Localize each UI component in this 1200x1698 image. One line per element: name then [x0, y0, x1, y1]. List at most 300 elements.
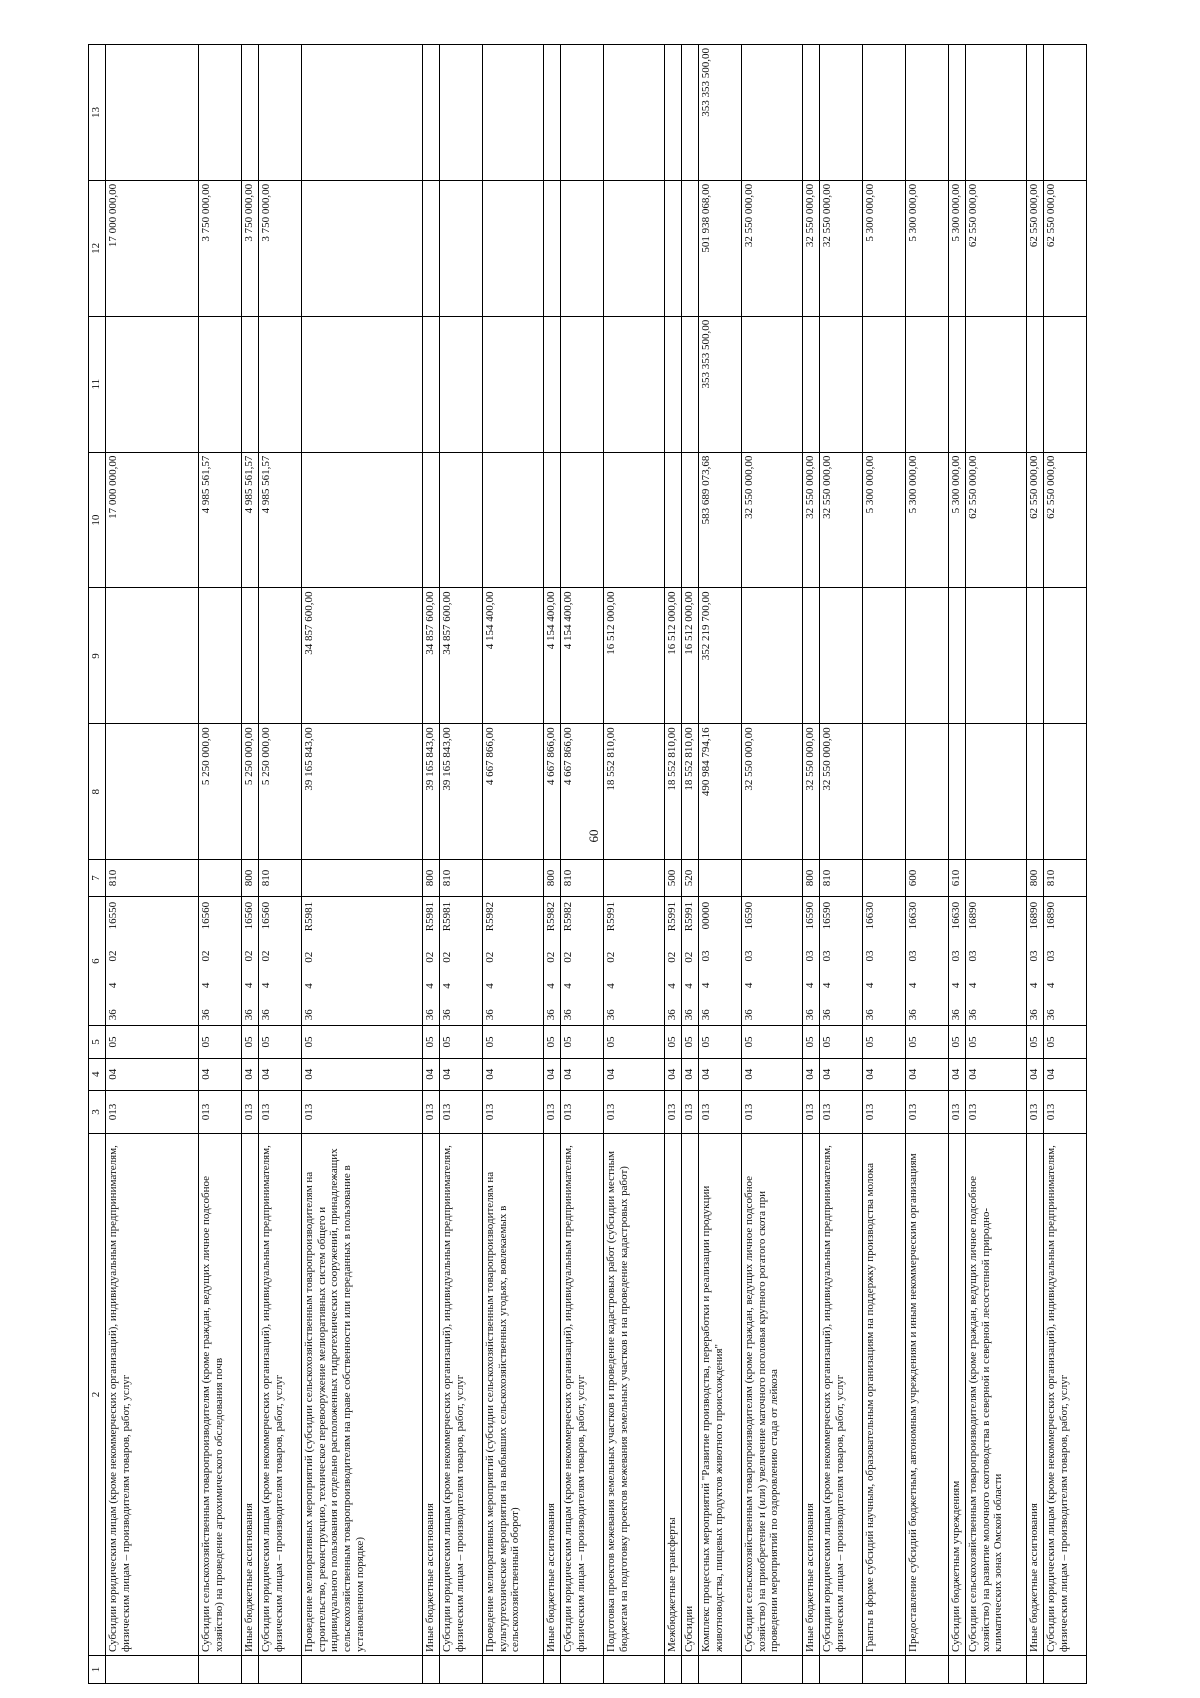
- expense-type-cell: [483, 860, 544, 897]
- target-article-part: 36: [804, 1009, 816, 1021]
- target-article-part: 36: [424, 1009, 436, 1021]
- admin-code-cell: 013: [699, 1090, 742, 1133]
- admin-code-cell: 013: [302, 1090, 423, 1133]
- row-name-cell: Проведение мелиоративных мероприятий (субсидии сельскохозяйственным товаропроизводителям на строительство, реконструкцию, техническое перевооружение мелиоративных систем общего и индивидуального пользования и отдельно расположенных гидротехнических сооружений, принадлежащих сельскохозяйственным товаропроизводителям на праве собственности или переданных в пользование в установленном порядке): [302, 1134, 423, 1656]
- target-article-cell: [665, 896, 682, 1025]
- amount-c13-cell: [682, 45, 699, 181]
- row-name-cell: Иные бюджетные ассигнования: [423, 1134, 440, 1656]
- col-1-cell: [440, 1655, 483, 1683]
- target-article-code: [1045, 900, 1058, 1022]
- target-article-cell: [440, 896, 483, 1025]
- col-1-cell: [820, 1655, 863, 1683]
- amount-c9-cell: [906, 588, 949, 724]
- target-article-cell: [423, 896, 440, 1025]
- table-row: [561, 45, 604, 1684]
- amount-c12-cell: 5 300 000,00: [906, 180, 949, 316]
- amount-c13-cell: [863, 45, 906, 181]
- amount-c11-cell: 353 353 500,00: [699, 316, 742, 452]
- amount-c8-cell: 4 667 866,00: [483, 724, 544, 860]
- target-article-cell: [259, 896, 302, 1025]
- amount-c13-cell: [803, 45, 820, 181]
- amount-c11-cell: [949, 316, 966, 452]
- amount-c12-cell: 32 550 000,00: [803, 180, 820, 316]
- amount-c13-cell: [259, 45, 302, 181]
- amount-c12-cell: [604, 180, 665, 316]
- table-row: [682, 45, 699, 1684]
- amount-c11-cell: [259, 316, 302, 452]
- table-row: [1027, 45, 1044, 1684]
- column-header: 13: [89, 45, 106, 181]
- row-name-cell: Подготовка проектов межевания земельных участков и проведение кадастровых работ (субсидии местным бюджетам на подготовку проектов межевания земельных участков и на проведение кадастровых работ): [604, 1134, 665, 1656]
- target-article-part: 16560: [200, 901, 212, 930]
- table-row: [966, 45, 1027, 1684]
- col-1-cell: [106, 1655, 199, 1683]
- target-article-part: R5981: [424, 901, 436, 932]
- amount-c12-cell: [302, 180, 423, 316]
- target-article-part: 4: [545, 983, 557, 989]
- section-code-cell: 04: [440, 1058, 483, 1090]
- section-code-cell: 04: [561, 1058, 604, 1090]
- row-name-cell: Проведение мелиоративных мероприятий (субсидии сельскохозяйственным товаропроизводителям на культуртехнические мероприятия на выбывших сельскохозяйственных угодьях, вовлекаемых в сельскохозяйственный оборот): [483, 1134, 544, 1656]
- amount-c8-cell: 39 165 843,00: [440, 724, 483, 860]
- table-body: [106, 45, 1087, 1684]
- target-article-part: 4: [907, 982, 919, 989]
- subsection-code-cell: 05: [604, 1026, 665, 1058]
- amount-c9-cell: 4 154 400,00: [544, 588, 561, 724]
- row-name-cell: Иные бюджетные ассигнования: [803, 1134, 820, 1656]
- amount-c12-cell: 501 938 068,00: [699, 180, 742, 316]
- subsection-code-cell: 05: [665, 1026, 682, 1058]
- amount-c10-cell: 583 689 073,68: [699, 452, 742, 588]
- amount-c8-cell: 5 250 000,00: [259, 724, 302, 860]
- col-1-cell: [561, 1655, 604, 1683]
- amount-c12-cell: 17 000 000,00: [106, 180, 199, 316]
- col-1-cell: [1027, 1655, 1044, 1683]
- amount-c8-cell: [863, 724, 906, 860]
- table-row: [820, 45, 863, 1684]
- section-code-cell: 04: [949, 1058, 966, 1090]
- row-name-cell: Субсидии юридическим лицам (кроме некоммерческих организаций), индивидуальным предпринимателям, физическим лицам – производителям товаров, работ, услуг: [440, 1134, 483, 1656]
- admin-code-cell: 013: [242, 1090, 259, 1133]
- target-article-cell: [544, 896, 561, 1025]
- target-article-part: 02: [545, 951, 557, 963]
- col-1-cell: [199, 1655, 242, 1683]
- target-article-part: 02: [562, 951, 574, 963]
- target-article-part: 4: [700, 982, 712, 989]
- amount-c9-cell: [863, 588, 906, 724]
- amount-c13-cell: [604, 45, 665, 181]
- col-1-cell: [302, 1655, 423, 1683]
- target-article-part: 36: [666, 1009, 678, 1021]
- row-name-cell: Субсидии юридическим лицам (кроме некоммерческих организаций), индивидуальным предпринимателям, физическим лицам – производителям товаров, работ, услуг: [106, 1134, 199, 1656]
- amount-c8-cell: 32 550 000,00: [820, 724, 863, 860]
- amount-c10-cell: [302, 452, 423, 588]
- table-row: [544, 45, 561, 1684]
- target-article-part: 36: [605, 1009, 617, 1021]
- target-article-part: R5981: [303, 901, 315, 932]
- table-row: [199, 45, 242, 1684]
- table-row: [665, 45, 682, 1684]
- row-name-cell: Комплекс процессных мероприятий "Развитие производства, переработки и реализации продукции животноводства, пищевых продуктов животного происхождения": [699, 1134, 742, 1656]
- subsection-code-cell: 05: [544, 1026, 561, 1058]
- row-name-cell: Иные бюджетные ассигнования: [1027, 1134, 1044, 1656]
- subsection-code-cell: 05: [440, 1026, 483, 1058]
- target-article-cell: [242, 896, 259, 1025]
- column-header: 9: [89, 588, 106, 724]
- table-row: [803, 45, 820, 1684]
- amount-c11-cell: [302, 316, 423, 452]
- admin-code-cell: 013: [199, 1090, 242, 1133]
- subsection-code-cell: 05: [106, 1026, 199, 1058]
- target-article-part: R5991: [683, 901, 695, 932]
- amount-c11-cell: [483, 316, 544, 452]
- target-article-part: 4: [821, 982, 833, 989]
- expense-type-cell: [199, 860, 242, 897]
- amount-c11-cell: [199, 316, 242, 452]
- target-article-part: R5982: [484, 901, 496, 932]
- target-article-part: 16630: [907, 901, 919, 930]
- column-header: 6: [89, 896, 106, 1025]
- target-article-code: [605, 900, 618, 1022]
- section-code-cell: 04: [106, 1058, 199, 1090]
- target-article-part: 36: [700, 1009, 712, 1021]
- expense-type-cell: 800: [803, 860, 820, 897]
- amount-c12-cell: 32 550 000,00: [742, 180, 803, 316]
- amount-c9-cell: [949, 588, 966, 724]
- target-article-part: 00000: [700, 901, 712, 930]
- subsection-code-cell: 05: [423, 1026, 440, 1058]
- expense-type-cell: 810: [440, 860, 483, 897]
- amount-c9-cell: 34 857 600,00: [302, 588, 423, 724]
- target-article-part: 4: [243, 982, 255, 989]
- amount-c13-cell: [106, 45, 199, 181]
- target-article-part: 16630: [950, 901, 962, 930]
- section-code-cell: 04: [682, 1058, 699, 1090]
- target-article-part: 36: [743, 1009, 755, 1021]
- target-article-part: 03: [950, 950, 962, 962]
- target-article-part: 36: [545, 1009, 557, 1021]
- amount-c8-cell: 18 552 810,00: [682, 724, 699, 860]
- column-header: 4: [89, 1058, 106, 1090]
- amount-c13-cell: [440, 45, 483, 181]
- amount-c11-cell: [423, 316, 440, 452]
- column-header: 10: [89, 452, 106, 588]
- row-name-cell: Субсидии юридическим лицам (кроме некоммерческих организаций), индивидуальным предпринимателям, физическим лицам – производителям товаров, работ, услуг: [561, 1134, 604, 1656]
- section-code-cell: 04: [906, 1058, 949, 1090]
- target-article-part: 36: [1028, 1009, 1040, 1021]
- amount-c10-cell: [682, 452, 699, 588]
- target-article-part: 36: [967, 1009, 979, 1021]
- amount-c13-cell: [242, 45, 259, 181]
- amount-c10-cell: 5 300 000,00: [906, 452, 949, 588]
- admin-code-cell: 013: [259, 1090, 302, 1133]
- target-article-cell: [1027, 896, 1044, 1025]
- admin-code-cell: 013: [966, 1090, 1027, 1133]
- amount-c9-cell: [1044, 588, 1087, 724]
- amount-c10-cell: 5 300 000,00: [863, 452, 906, 588]
- amount-c12-cell: [483, 180, 544, 316]
- row-name-cell: Субсидии юридическим лицам (кроме некоммерческих организаций), индивидуальным предпринимателям, физическим лицам – производителям товаров, работ, услуг: [259, 1134, 302, 1656]
- target-article-code: [821, 900, 834, 1022]
- amount-c12-cell: [561, 180, 604, 316]
- amount-c11-cell: [1044, 316, 1087, 452]
- target-article-part: 16560: [260, 901, 272, 930]
- amount-c12-cell: 5 300 000,00: [863, 180, 906, 316]
- target-article-part: 36: [562, 1009, 574, 1021]
- target-article-part: 03: [864, 950, 876, 962]
- subsection-code-cell: 05: [742, 1026, 803, 1058]
- target-article-code: [683, 900, 696, 1022]
- subsection-code-cell: 05: [863, 1026, 906, 1058]
- amount-c10-cell: [665, 452, 682, 588]
- amount-c9-cell: [242, 588, 259, 724]
- target-article-code: [700, 900, 713, 1022]
- target-article-code: [260, 900, 273, 1022]
- subsection-code-cell: 05: [199, 1026, 242, 1058]
- amount-c12-cell: 3 750 000,00: [242, 180, 259, 316]
- subsection-code-cell: 05: [820, 1026, 863, 1058]
- section-code-cell: 04: [665, 1058, 682, 1090]
- column-header: 8: [89, 724, 106, 860]
- table-row: [1044, 45, 1087, 1684]
- table-row: [699, 45, 742, 1684]
- target-article-code: [666, 900, 679, 1022]
- target-article-part: 02: [666, 951, 678, 963]
- target-article-part: 02: [243, 950, 255, 962]
- target-article-part: 36: [441, 1009, 453, 1021]
- col-1-cell: [242, 1655, 259, 1683]
- expense-type-cell: 600: [906, 860, 949, 897]
- amount-c8-cell: 4 667 866,00: [544, 724, 561, 860]
- amount-c12-cell: [544, 180, 561, 316]
- target-article-part: 36: [1045, 1009, 1057, 1021]
- section-code-cell: 04: [1027, 1058, 1044, 1090]
- target-article-part: 02: [260, 950, 272, 962]
- target-article-part: 4: [605, 983, 617, 989]
- target-article-cell: [906, 896, 949, 1025]
- admin-code-cell: 013: [423, 1090, 440, 1133]
- admin-code-cell: 013: [106, 1090, 199, 1133]
- subsection-code-cell: 05: [1027, 1026, 1044, 1058]
- amount-c8-cell: 39 165 843,00: [423, 724, 440, 860]
- expense-type-cell: 520: [682, 860, 699, 897]
- amount-c11-cell: [682, 316, 699, 452]
- section-code-cell: 04: [966, 1058, 1027, 1090]
- table-row: [259, 45, 302, 1684]
- amount-c11-cell: [966, 316, 1027, 452]
- amount-c8-cell: 39 165 843,00: [302, 724, 423, 860]
- amount-c8-cell: [1044, 724, 1087, 860]
- target-article-cell: [820, 896, 863, 1025]
- amount-c12-cell: [423, 180, 440, 316]
- target-article-part: 36: [107, 1009, 119, 1021]
- expense-type-cell: [604, 860, 665, 897]
- target-article-code: [441, 900, 454, 1022]
- target-article-cell: [803, 896, 820, 1025]
- col-1-cell: [863, 1655, 906, 1683]
- row-name-cell: Иные бюджетные ассигнования: [544, 1134, 561, 1656]
- amount-c12-cell: 5 300 000,00: [949, 180, 966, 316]
- amount-c9-cell: [1027, 588, 1044, 724]
- col-1-cell: [949, 1655, 966, 1683]
- amount-c8-cell: 5 250 000,00: [199, 724, 242, 860]
- target-article-code: [864, 900, 877, 1022]
- target-article-cell: [199, 896, 242, 1025]
- amount-c11-cell: [820, 316, 863, 452]
- target-article-part: 4: [666, 983, 678, 989]
- expense-type-cell: 810: [1044, 860, 1087, 897]
- amount-c9-cell: [820, 588, 863, 724]
- amount-c13-cell: 353 353 500,00: [699, 45, 742, 181]
- target-article-cell: [483, 896, 544, 1025]
- amount-c12-cell: [440, 180, 483, 316]
- table-row: [742, 45, 803, 1684]
- amount-c13-cell: [483, 45, 544, 181]
- admin-code-cell: 013: [803, 1090, 820, 1133]
- row-name-cell: Субсидии сельскохозяйственным товаропроизводителям (кроме граждан, ведущих личное подсобное хозяйство) на приобретение и (или) увеличение маточного поголовья крупного рогатого скота при проведении мероприятий по оздоровлению стада от лейкоза: [742, 1134, 803, 1656]
- subsection-code-cell: 05: [483, 1026, 544, 1058]
- amount-c11-cell: [742, 316, 803, 452]
- amount-c11-cell: [544, 316, 561, 452]
- section-code-cell: 04: [699, 1058, 742, 1090]
- section-code-cell: 04: [483, 1058, 544, 1090]
- admin-code-cell: 013: [483, 1090, 544, 1133]
- admin-code-cell: 013: [682, 1090, 699, 1133]
- target-article-part: 4: [107, 982, 119, 989]
- amount-c11-cell: [665, 316, 682, 452]
- row-name-cell: Субсидии: [682, 1134, 699, 1656]
- table-row: [604, 45, 665, 1684]
- amount-c9-cell: [199, 588, 242, 724]
- expense-type-cell: [699, 860, 742, 897]
- amount-c9-cell: [966, 588, 1027, 724]
- section-code-cell: 04: [803, 1058, 820, 1090]
- target-article-part: 36: [484, 1009, 496, 1021]
- target-article-part: 16890: [1045, 901, 1057, 930]
- expense-type-cell: 800: [1027, 860, 1044, 897]
- target-article-part: 4: [683, 983, 695, 989]
- subsection-code-cell: 05: [561, 1026, 604, 1058]
- amount-c10-cell: 62 550 000,00: [1044, 452, 1087, 588]
- target-article-cell: [966, 896, 1027, 1025]
- target-article-part: 03: [967, 950, 979, 962]
- col-1-cell: [682, 1655, 699, 1683]
- amount-c13-cell: [561, 45, 604, 181]
- target-article-part: 02: [303, 951, 315, 963]
- amount-c10-cell: [423, 452, 440, 588]
- amount-c13-cell: [949, 45, 966, 181]
- target-article-part: 4: [200, 982, 212, 989]
- target-article-part: 16590: [804, 901, 816, 930]
- amount-c9-cell: 352 219 700,00: [699, 588, 742, 724]
- table-row: [483, 45, 544, 1684]
- amount-c9-cell: 16 512 000,00: [665, 588, 682, 724]
- target-article-code: [1028, 900, 1041, 1022]
- amount-c8-cell: 18 552 810,00: [604, 724, 665, 860]
- amount-c11-cell: [863, 316, 906, 452]
- amount-c10-cell: 17 000 000,00: [106, 452, 199, 588]
- col-1-cell: [742, 1655, 803, 1683]
- amount-c8-cell: [106, 724, 199, 860]
- target-article-part: 4: [743, 982, 755, 989]
- row-name-cell: Субсидии юридическим лицам (кроме некоммерческих организаций), индивидуальным предпринимателям, физическим лицам – производителям товаров, работ, услуг: [820, 1134, 863, 1656]
- target-article-part: 36: [907, 1009, 919, 1021]
- column-header: 3: [89, 1090, 106, 1133]
- target-article-cell: [682, 896, 699, 1025]
- admin-code-cell: 013: [604, 1090, 665, 1133]
- amount-c9-cell: [106, 588, 199, 724]
- target-article-code: [243, 900, 256, 1022]
- row-name-cell: Гранты в форме субсидий научным, образовательным организациям на поддержку производства молока: [863, 1134, 906, 1656]
- row-name-cell: Межбюджетные трансферты: [665, 1134, 682, 1656]
- amount-c10-cell: [604, 452, 665, 588]
- target-article-part: 4: [967, 982, 979, 989]
- amount-c13-cell: [665, 45, 682, 181]
- target-article-code: [107, 900, 120, 1022]
- amount-c10-cell: 32 550 000,00: [742, 452, 803, 588]
- target-article-part: 16630: [864, 901, 876, 930]
- expense-type-cell: [863, 860, 906, 897]
- page-number: 60: [586, 829, 601, 843]
- amount-c8-cell: 32 550 000,00: [803, 724, 820, 860]
- target-article-part: 4: [1028, 982, 1040, 989]
- admin-code-cell: 013: [1044, 1090, 1087, 1133]
- expense-type-cell: [742, 860, 803, 897]
- col-1-cell: [483, 1655, 544, 1683]
- target-article-part: 4: [562, 983, 574, 989]
- admin-code-cell: 013: [863, 1090, 906, 1133]
- amount-c10-cell: [561, 452, 604, 588]
- target-article-part: 02: [484, 951, 496, 963]
- amount-c9-cell: 4 154 400,00: [561, 588, 604, 724]
- target-article-part: R5991: [666, 901, 678, 932]
- target-article-part: 4: [950, 982, 962, 989]
- expense-type-cell: [302, 860, 423, 897]
- row-name-cell: Иные бюджетные ассигнования: [242, 1134, 259, 1656]
- target-article-part: 16590: [743, 901, 755, 930]
- target-article-part: 16590: [821, 901, 833, 930]
- amount-c9-cell: [259, 588, 302, 724]
- expense-type-cell: 800: [544, 860, 561, 897]
- amount-c13-cell: [742, 45, 803, 181]
- target-article-cell: [1044, 896, 1087, 1025]
- target-article-part: 16550: [107, 901, 119, 930]
- subsection-code-cell: 05: [242, 1026, 259, 1058]
- table-row: [863, 45, 906, 1684]
- expense-type-cell: 810: [561, 860, 604, 897]
- admin-code-cell: 013: [949, 1090, 966, 1133]
- amount-c12-cell: 3 750 000,00: [259, 180, 302, 316]
- target-article-part: 03: [804, 950, 816, 962]
- section-code-cell: 04: [199, 1058, 242, 1090]
- col-1-cell: [906, 1655, 949, 1683]
- target-article-part: 36: [260, 1009, 272, 1021]
- table-row: [440, 45, 483, 1684]
- target-article-part: R5982: [545, 901, 557, 932]
- section-code-cell: 04: [423, 1058, 440, 1090]
- amount-c9-cell: 4 154 400,00: [483, 588, 544, 724]
- expense-type-cell: 800: [423, 860, 440, 897]
- amount-c12-cell: 32 550 000,00: [820, 180, 863, 316]
- target-article-code: [200, 900, 213, 1022]
- amount-c13-cell: [199, 45, 242, 181]
- target-article-cell: [742, 896, 803, 1025]
- amount-c8-cell: [906, 724, 949, 860]
- target-article-part: 36: [683, 1009, 695, 1021]
- target-article-part: 4: [484, 983, 496, 989]
- amount-c10-cell: 4 985 561,57: [242, 452, 259, 588]
- amount-c12-cell: [682, 180, 699, 316]
